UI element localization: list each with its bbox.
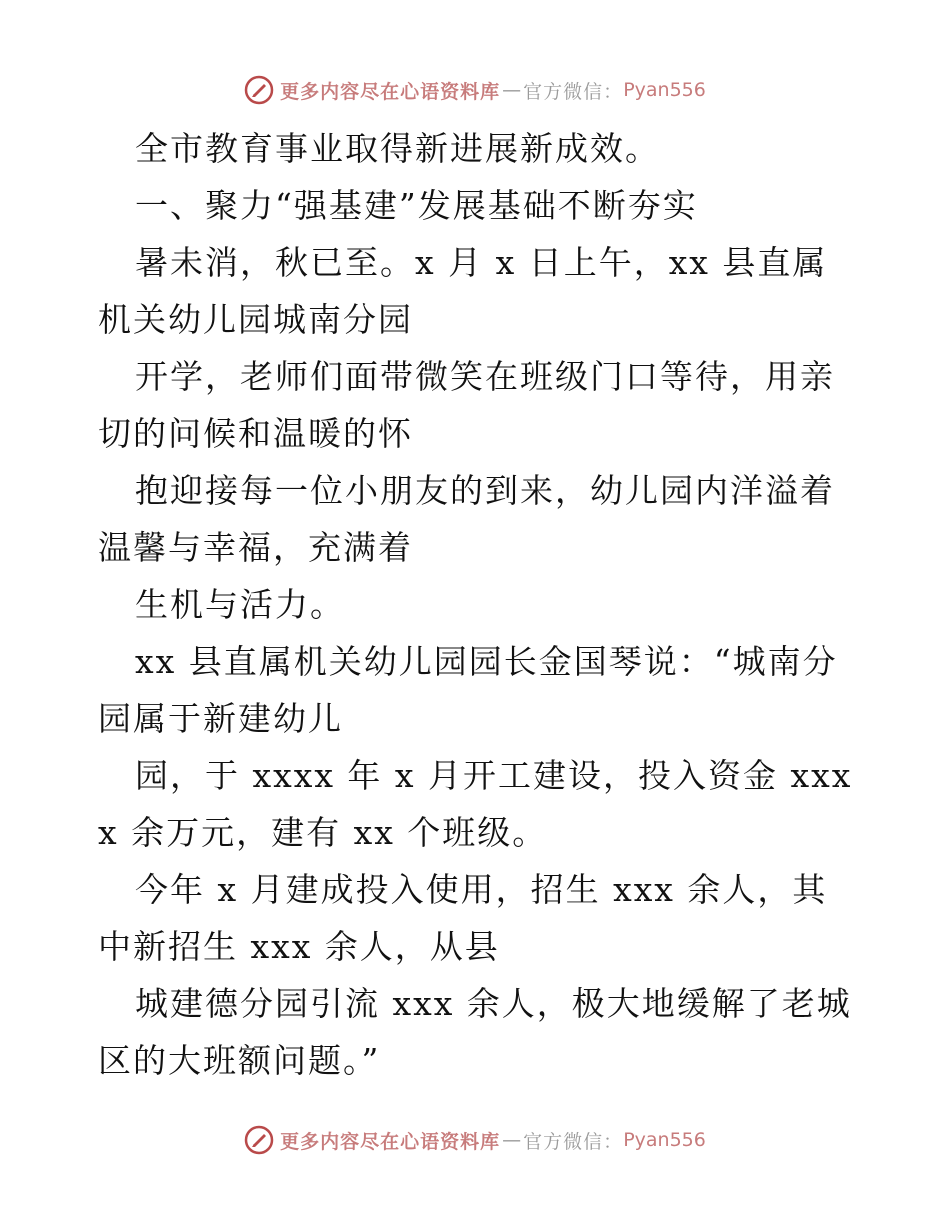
paragraph: 生机与活力。 <box>135 585 345 624</box>
brand-logo-icon <box>244 75 274 105</box>
paragraph: 开学，老师们面带微笑在班级门口等待，用亲切的问候和温暖的怀 <box>98 357 835 453</box>
watermark-separator: — <box>502 1129 522 1151</box>
paragraph: 城建德分园引流 xxx 余人，极大地缓解了老城区的大班额问题。” <box>98 984 852 1080</box>
watermark-title: 更多内容尽在心语资料库 <box>280 80 501 103</box>
footer-watermark <box>0 1120 950 1160</box>
watermark-id: Pyan556 <box>623 79 706 101</box>
brand-logo-icon <box>244 1125 274 1155</box>
paragraph: 园，于 xxxx 年 x 月开工建设，投入资金 xxxx 余万元，建有 xx 个班级。 <box>98 756 853 852</box>
watermark-separator: — <box>502 79 522 101</box>
watermark-title: 更多内容尽在心语资料库 <box>280 1130 501 1153</box>
watermark-id: Pyan556 <box>623 1129 706 1151</box>
header-watermark <box>0 70 950 110</box>
document-body <box>98 120 858 1089</box>
section-heading: 一、聚力“强基建”发展基础不断夯实 <box>135 186 698 225</box>
watermark-contact: 官方微信： <box>523 1130 624 1153</box>
watermark-contact: 官方微信： <box>523 80 624 103</box>
paragraph: 全市教育事业取得新进展新成效。 <box>135 129 660 168</box>
paragraph: 今年 x 月建成投入使用，招生 xxx 余人，其中新招生 xxx 余人，从县 <box>98 870 828 966</box>
paragraph: xx 县直属机关幼儿园园长金国琴说：“城南分园属于新建幼儿 <box>98 642 838 738</box>
paragraph: 抱迎接每一位小朋友的到来，幼儿园内洋溢着温馨与幸福，充满着 <box>98 471 835 567</box>
paragraph: 暑未消，秋已至。x 月 x 日上午，xx 县直属机关幼儿园城南分园 <box>98 243 828 339</box>
